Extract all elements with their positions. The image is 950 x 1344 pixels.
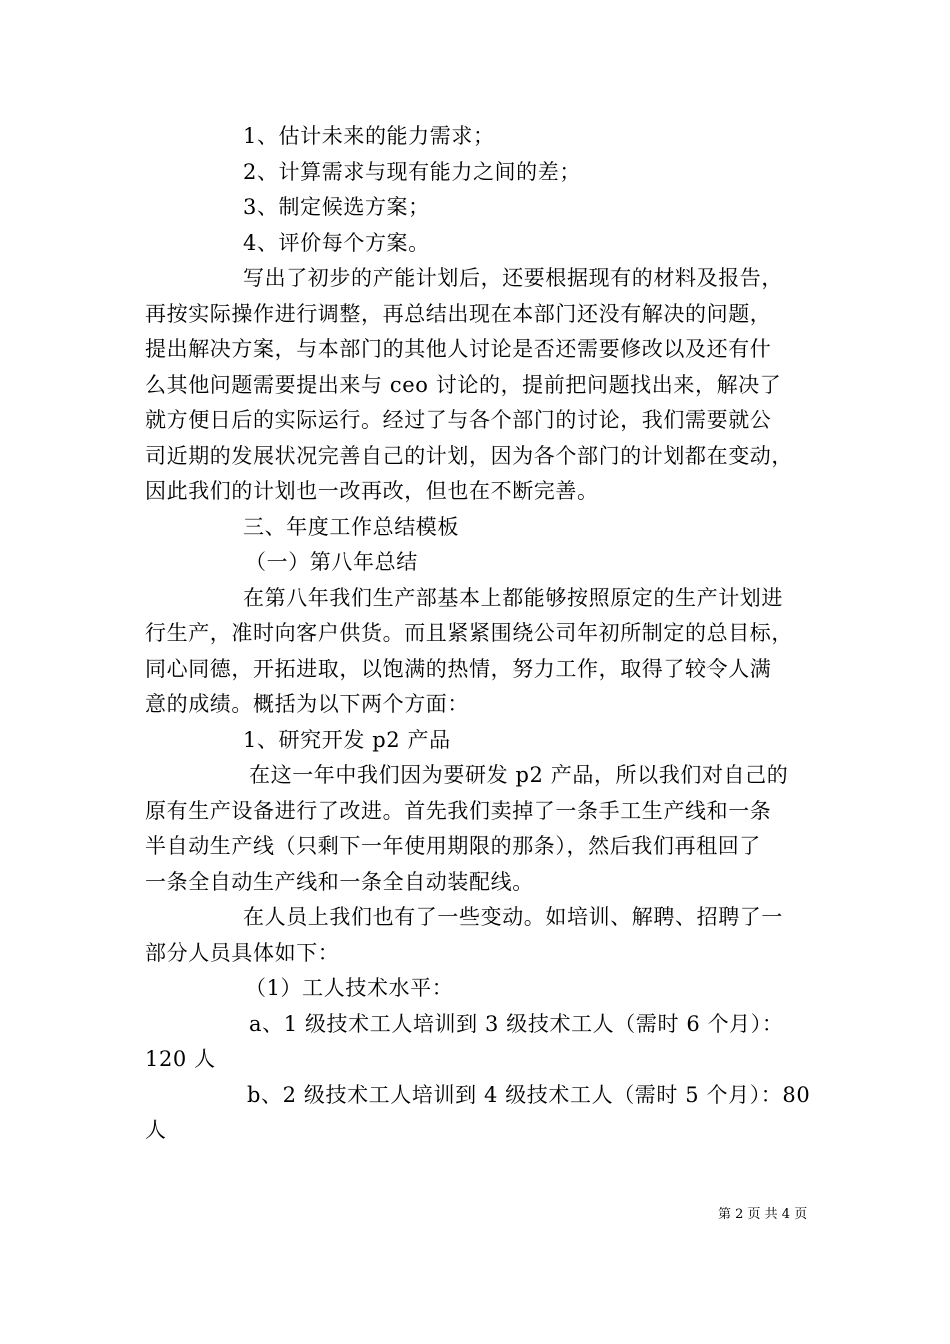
list-item-continuation: 人 <box>145 1118 167 1142</box>
paragraph-line: 原有生产设备进行了改进。首先我们卖掉了一条手工生产线和一条 <box>145 798 772 823</box>
list-item: 2、计算需求与现有能力之间的差； <box>243 159 581 184</box>
list-item: b、2 级技术工人培训到 4 级技术工人（需时 5 个月）：80 <box>247 1082 811 1107</box>
document-body <box>145 119 815 1149</box>
subsection-heading: 1、研究开发 p2 产品 <box>243 727 451 752</box>
list-heading: （1）工人技术水平： <box>245 976 454 1000</box>
paragraph-line: 么其他问题需要提出来与 ceo 讨论的，提前把问题找出来，解决了 <box>145 372 782 397</box>
paragraph-line: 在这一年中我们因为要研发 p2 产品，所以我们对自己的 <box>249 763 789 787</box>
paragraph-line: 写出了初步的产能计划后，还要根据现有的材料及报告， <box>243 266 783 290</box>
paragraph-line: 行生产，准时向客户供货。而且紧紧围绕公司年初所制定的总目标， <box>145 621 793 645</box>
section-heading: 三、年度工作总结模板 <box>243 514 459 539</box>
list-item-continuation: 120 人 <box>145 1047 216 1071</box>
paragraph-line: 半自动生产线（只剩下一年使用期限的那条），然后我们再租回了 <box>145 834 761 858</box>
list-item: 4、评价每个方案。 <box>243 230 430 255</box>
paragraph-line: 在人员上我们也有了一些变动。如培训、解聘、招聘了一 <box>243 905 783 929</box>
list-item: 3、制定候选方案； <box>243 195 430 219</box>
page-number: 第 2 页 共 4 页 <box>718 1207 808 1222</box>
paragraph-line: 提出解决方案，与本部门的其他人讨论是否还需要修改以及还有什 <box>145 337 772 361</box>
paragraph-line: 司近期的发展状况完善自己的计划，因为各个部门的计划都在变动， <box>145 443 793 468</box>
paragraph-line: 同心同德，开拓进取，以饱满的热情，努力工作，取得了较令人满 <box>145 656 772 681</box>
paragraph-line: 部分人员具体如下： <box>145 940 340 965</box>
paragraph-line: 在第八年我们生产部基本上都能够按照原定的生产计划进 <box>243 585 783 610</box>
subsection-heading: （一）第八年总结 <box>245 550 418 574</box>
list-item: a、1 级技术工人培训到 3 级技术工人（需时 6 个月）： <box>249 1011 784 1036</box>
paragraph-line: 再按实际操作进行调整，再总结出现在本部门还没有解决的问题， <box>145 301 772 326</box>
paragraph-line: 就方便日后的实际运行。经过了与各个部门的讨论，我们需要就公 <box>145 408 772 432</box>
paragraph-line: 一条全自动生产线和一条全自动装配线。 <box>145 869 534 894</box>
paragraph-line: 因此我们的计划也一改再改，但也在不断完善。 <box>145 479 599 503</box>
list-item: 1、估计未来的能力需求； <box>243 124 495 148</box>
paragraph-line: 意的成绩。概括为以下两个方面： <box>145 692 469 716</box>
